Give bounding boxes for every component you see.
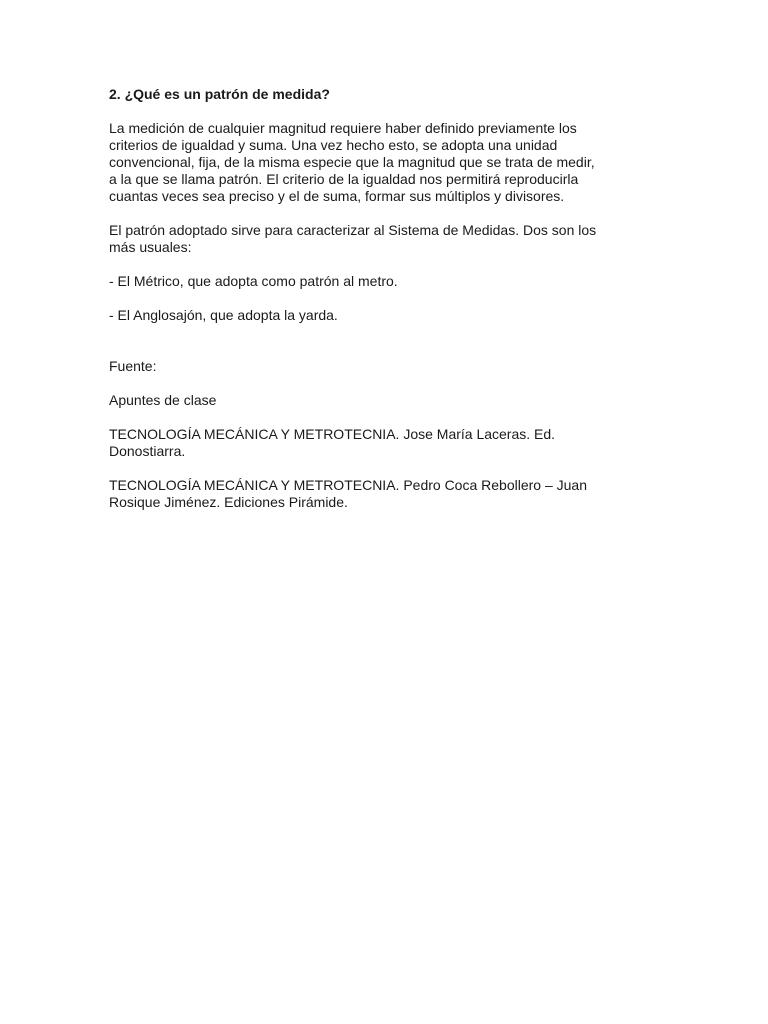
source-entry-notes: Apuntes de clase — [109, 392, 217, 408]
paragraph-line: La medición de cualquier magnitud requiere haber definido previamente los — [109, 120, 577, 136]
list-item-anglosaxon: - El Anglosajón, que adopta la yarda. — [109, 307, 338, 323]
section-heading: 2. ¿Qué es un patrón de medida? — [109, 86, 330, 102]
source-label: Fuente: — [109, 358, 157, 374]
list-item-metric: - El Métrico, que adopta como patrón al metro. — [109, 273, 398, 289]
source-line: Donostiarra. — [109, 443, 186, 459]
paragraph-line: convencional, fija, de la misma especie que la magnitud que se trata de medir, — [109, 154, 595, 170]
paragraph-systems — [109, 222, 669, 256]
paragraph-line: a la que se llama patrón. El criterio de la igualdad nos permitirá reproducirla — [109, 171, 579, 187]
paragraph-line: más usuales: — [109, 239, 192, 255]
source-entry-laceras — [109, 426, 669, 460]
source-line: TECNOLOGÍA MECÁNICA Y METROTECNIA. Pedro Coca Rebollero – Juan — [109, 477, 587, 493]
paragraph-line: criterios de igualdad y suma. Una vez hecho esto, se adopta una unidad — [109, 137, 558, 153]
source-entry-coca — [109, 477, 669, 511]
blank-space — [109, 341, 669, 358]
source-line: TECNOLOGÍA MECÁNICA Y METROTECNIA. Jose María Laceras. Ed. — [109, 426, 556, 442]
paragraph-definition — [109, 120, 669, 205]
paragraph-line: El patrón adoptado sirve para caracterizar al Sistema de Medidas. Dos son los — [109, 222, 597, 238]
document-page — [109, 86, 669, 528]
source-line: Rosique Jiménez. Ediciones Pirámide. — [109, 494, 348, 510]
paragraph-line: cuantas veces sea preciso y el de suma, formar sus múltiplos y divisores. — [109, 188, 565, 204]
